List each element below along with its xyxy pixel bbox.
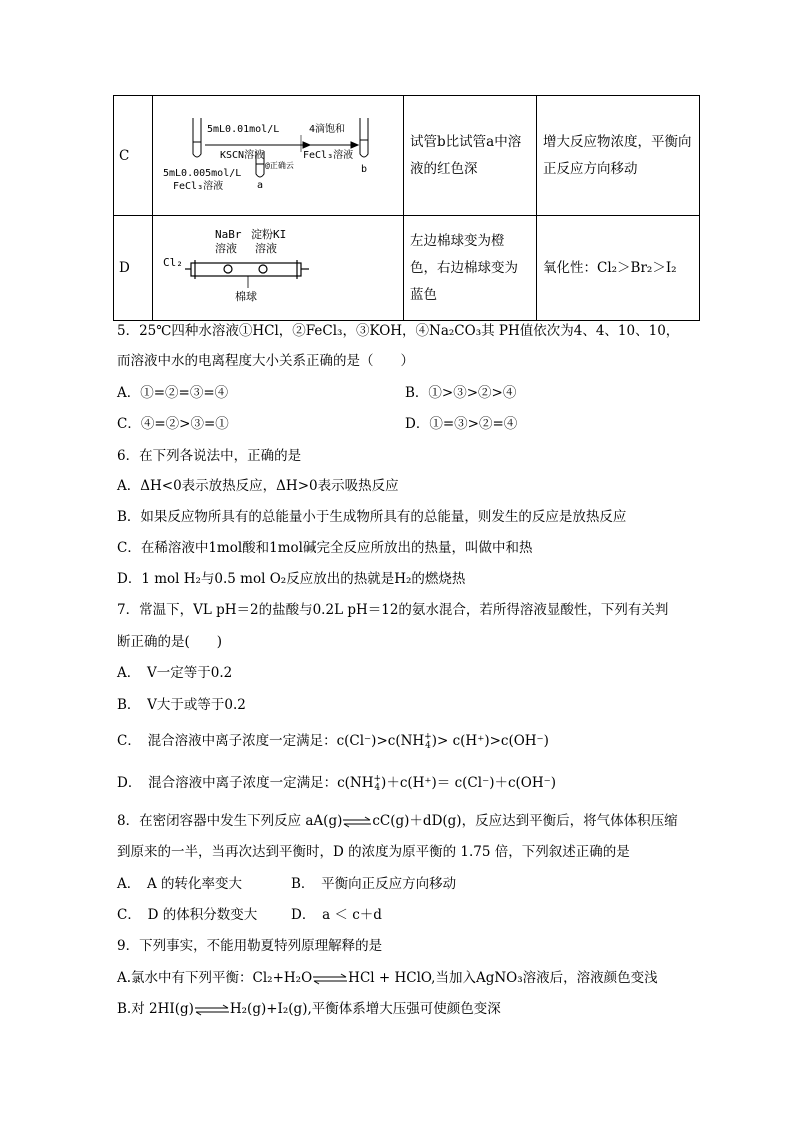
cotton-label: 棉球 (235, 290, 257, 303)
conclusion-c: 增大反应物浓度，平衡向正反应方向移动 (537, 96, 700, 216)
nabr-label: NaBr (215, 228, 242, 241)
q8-option-d: D． a ＜ c＋d (291, 907, 382, 923)
nh4-charge: + (424, 731, 432, 742)
tube-a-label: a (257, 180, 264, 191)
q8-option-b: B． 平衡向正反应方向移动 (291, 876, 457, 892)
q6-option-b: B．如果反应物所具有的总能量小于生成物所具有的总能量，则发生的反应是放热反应 (117, 509, 627, 525)
q9-option-a (117, 968, 658, 988)
nh4-subscript: 4 (374, 782, 381, 793)
watermark-label: @正确云 (265, 161, 294, 170)
start-label: 5mL0.005mol/L (163, 168, 242, 179)
q7-c-suffix: )> c(H⁺)>c(OH⁻) (431, 733, 549, 749)
q8-line2: 到原来的一半，当再次达到平衡时，D 的浓度为原平衡的 1.75 倍，下列叙述正确的是 (117, 844, 630, 860)
q7-c-prefix: C． 混合溶液中离子浓度一定满足：c(Cl⁻)>c(NH (117, 733, 425, 749)
q7-d-prefix: D． 混合溶液中离子浓度一定满足：c(NH (117, 775, 374, 791)
start-b-label: FeCl₃溶液 (173, 181, 224, 192)
q9-a-part1: A.氯水中有下列平衡：Cl₂+H₂O (117, 970, 313, 986)
nh4-ion (424, 733, 432, 751)
q9-b-part1: B.对 2HI(g) (117, 1001, 194, 1017)
nh4-ion (374, 775, 382, 793)
q9-b-part2: H₂(g)+I₂(g),平衡体系增大压强可使颜色变深 (229, 1001, 501, 1017)
q5-option-c: C．④=②>③=① (117, 416, 229, 432)
q7-option-a: A． V一定等于0.2 (117, 665, 233, 681)
phenomenon-d: 左边棉球变为橙色，右边棉球变为蓝色 (404, 216, 537, 321)
reagent2b-label: FeCl₃溶液 (303, 150, 354, 161)
q5-option-a: A．①=②=③=④ (117, 385, 229, 401)
ki-label: 淀粉KI (251, 228, 287, 241)
test-tube-diagram (153, 96, 403, 211)
figure-cell-c (153, 96, 404, 216)
q6-option-c: C．在稀溶液中1mol酸和1mol碱完全反应所放出的热量，叫做中和热 (117, 540, 533, 556)
tube-b-label: b (361, 164, 368, 175)
reagent1-label: 5mL0.01mol/L (207, 124, 280, 135)
ki-b-label: 溶液 (255, 242, 277, 255)
q7-option-d (117, 773, 556, 793)
q5-option-d: D．①=③>②=④ (405, 416, 518, 432)
q8-option-a: A． A 的转化率变大 (117, 876, 243, 892)
phenomenon-c: 试管b比试管a中溶液的红色深 (404, 96, 537, 216)
q6-option-d: D．1 mol H₂与0.5 mol O₂反应放出的热就是H₂的燃烧热 (117, 571, 466, 587)
q7-option-c (117, 731, 549, 751)
q6-stem: 6．在下列各说法中，正确的是 (117, 448, 302, 464)
glass-tube-diagram (153, 216, 403, 316)
reagent2-label: 4滴饱和 (309, 124, 346, 135)
q5-option-b: B．①>③>②>④ (405, 385, 517, 401)
q9-stem: 9．下列事实，不能用勒夏特列原理解释的是 (117, 938, 383, 954)
nabr-b-label: 溶液 (215, 242, 237, 255)
equilibrium-arrow-icon (342, 816, 372, 828)
equilibrium-arrow-icon (194, 1004, 230, 1016)
q7-line2: 断正确的是( ) (117, 634, 223, 650)
options-table (113, 95, 700, 321)
q9-option-b (117, 999, 501, 1019)
q9-a-part2: HCl + HClO,当加入AgNO₃溶液后，溶液颜色变浅 (348, 970, 658, 986)
q6-option-a: A．ΔH<0表示放热反应，ΔH>0表示吸热反应 (117, 478, 399, 494)
q7-d-suffix: )＋c(H⁺)＝ c(Cl⁻)＋c(OH⁻) (381, 775, 557, 791)
q8-line1 (117, 811, 678, 831)
option-letter-c: C (114, 96, 153, 216)
nh4-charge: + (373, 773, 382, 784)
q8-option-c: C． D 的体积分数变大 (117, 907, 258, 923)
q7-line1: 7．常温下，VL pH＝2的盐酸与0.2L pH＝12的氨水混合，若所得溶液显酸性，下列有关判 (117, 602, 669, 618)
q5-line2: 而溶液中水的电离程度大小关系正确的是（ ） (117, 353, 414, 369)
table-row-c (114, 96, 700, 216)
conclusion-d: 氧化性：Cl₂＞Br₂＞I₂ (537, 216, 700, 321)
option-letter-d: D (114, 216, 153, 321)
q8-line1-a: 8．在密闭容器中发生下列反应 aA(g) (117, 813, 343, 829)
q5-line1: 5．25℃四种水溶液①HCl，②FeCl₃，③KOH，④Na₂CO₃其 PH值依次为4、4、10、10， (117, 323, 680, 339)
figure-cell-d (153, 216, 404, 321)
q8-line1-b: cC(g)＋dD(g)，反应达到平衡后，将气体体积压缩 (372, 813, 678, 829)
q7-option-b: B． V大于或等于0.2 (117, 697, 246, 713)
nh4-subscript: 4 (425, 740, 431, 751)
cl2-label: Cl₂ (163, 256, 183, 269)
reagent1b-label: KSCN溶液 (220, 150, 265, 161)
table-row-d (114, 216, 700, 321)
equilibrium-arrow-icon (312, 973, 348, 985)
